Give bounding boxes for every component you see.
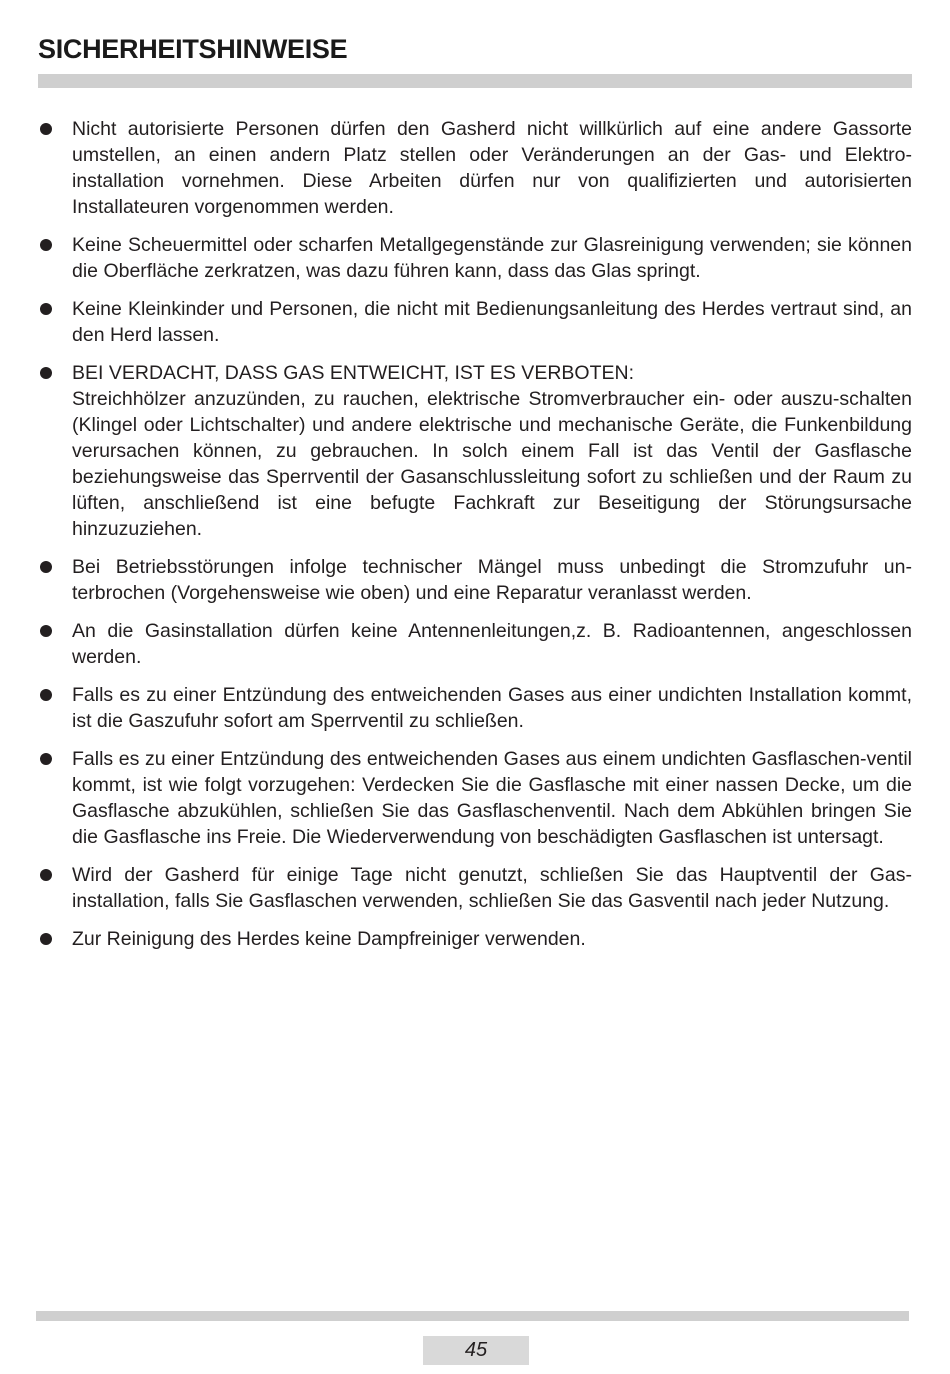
bullet-icon	[40, 561, 52, 573]
bullet-icon	[40, 367, 52, 379]
list-item-text: Zur Reinigung des Herdes keine Dampfreiniger verwenden.	[72, 928, 586, 950]
bullet-icon	[40, 123, 52, 135]
list-item	[38, 926, 912, 952]
bullet-icon	[40, 689, 52, 701]
list-item-text: Falls es zu einer Entzündung des entweichenden Gases aus einer undichten Installation kommt, ist die Gaszufuhr sofort am Sperrventil zu schließen.	[72, 684, 912, 732]
list-item	[38, 682, 912, 734]
list-item	[38, 862, 912, 914]
list-item-text: Bei Betriebsstörungen infolge technischer Mängel muss unbedingt die Stromzufuhr un-terbrochen (Vorgehensweise wie oben) und eine Reparatur veranlasst werden.	[72, 556, 912, 604]
page-number-box	[423, 1336, 529, 1365]
bullet-icon	[40, 303, 52, 315]
list-item-text: Keine Kleinkinder und Personen, die nicht mit Bedienungsanleitung des Herdes vertraut sind, an den Herd lassen.	[72, 298, 912, 346]
list-item-text: An die Gasinstallation dürfen keine Antennenleitungen,z. B. Radioantennen, angeschlossen werden.	[72, 620, 912, 668]
page-number: 45	[464, 1339, 488, 1361]
bullet-icon	[40, 625, 52, 637]
list-item-text: Wird der Gasherd für einige Tage nicht genutzt, schließen Sie das Hauptventil der Gas-installation, falls Sie Gasflaschen verwenden, schließen Sie das Gasventil nach jeder Nutzung.	[72, 864, 912, 912]
list-item	[38, 296, 912, 348]
page-title: SICHERHEITSHINWEISE	[38, 34, 348, 64]
list-item	[38, 746, 912, 850]
list-item-heading: BEI VERDACHT, DASS GAS ENTWEICHT, IST ES VERBOTEN:	[72, 362, 634, 384]
bullet-icon	[40, 933, 52, 945]
title-divider	[38, 74, 912, 88]
bullet-icon	[40, 869, 52, 881]
bullet-icon	[40, 753, 52, 765]
list-item	[38, 554, 912, 606]
list-item-text: Falls es zu einer Entzündung des entweichenden Gases aus einem undichten Gasflaschen-ventil kommt, ist wie folgt vorzugehen: Verdecken Sie die Gasflasche mit einer nassen Decke, um die Gasflasche abzukühlen, schließen Sie das Gasflaschenventil. Nach dem Abkühlen bringen Sie die Gasflasche ins Freie. Die Wiederverwendung von beschädigten Gasflaschen ist untersagt.	[72, 748, 912, 848]
list-item	[38, 360, 912, 542]
list-item	[38, 232, 912, 284]
list-item	[38, 116, 912, 220]
bullet-icon	[40, 239, 52, 251]
safety-instructions-list	[38, 116, 912, 964]
footer-divider	[36, 1311, 909, 1321]
list-item-text: Keine Scheuermittel oder scharfen Metallgegenstände zur Glasreinigung verwenden; sie können die Oberfläche zerkratzen, was dazu führen kann, dass das Glas springt.	[72, 234, 912, 282]
list-item	[38, 618, 912, 670]
list-item-text: Nicht autorisierte Personen dürfen den Gasherd nicht willkürlich auf eine andere Gassorte umstellen, an einen andern Platz stellen oder Veränderungen an der Gas- und Elektro-installation vornehmen. Diese Arbeiten dürfen nur von qualifizierten und autorisierten Installateuren vorgenommen werden.	[72, 118, 912, 218]
list-item-text: Streichhölzer anzuzünden, zu rauchen, elektrische Stromverbraucher ein- oder auszu-schalten (Klingel oder Lichtschalter) und andere elektrische und mechanische Geräte, die Funkenbildung verursachen können, zu gebrauchen. In solch einem Fall ist das Ventil der Gasflasche beziehungsweise das Sperrventil der Gasanschlussleitung sofort zu schließen und der Raum zu lüften, anschließend ist eine befugte Fachkraft zur Beseitigung der Störungsursache hinzuzuziehen.	[72, 388, 912, 540]
